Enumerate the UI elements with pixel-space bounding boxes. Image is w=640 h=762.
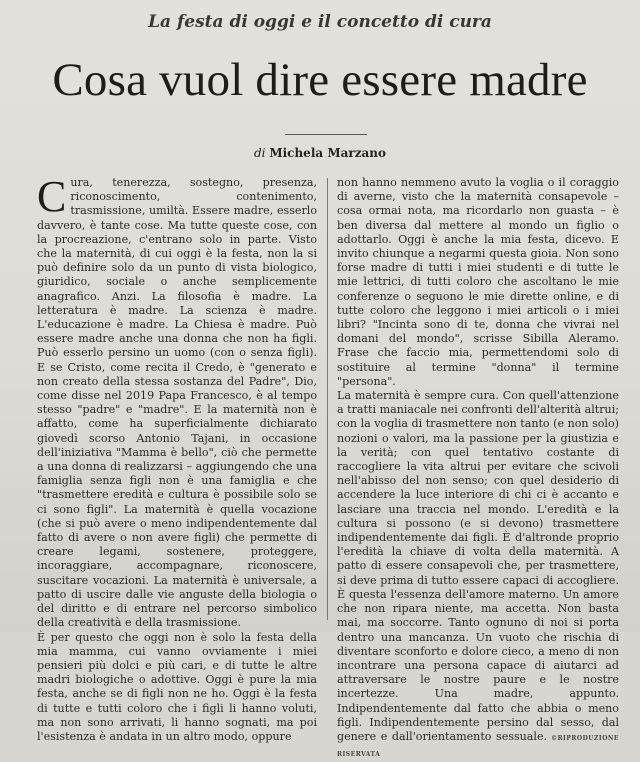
headline: Cosa vuol dire essere madre [52, 54, 588, 106]
byline-author: Michela Marzano [269, 146, 387, 160]
paragraph-text: La maternità è sempre cura. Con quell'attenzione a tratti maniacale nei confronti dell'alterità altrui; con la voglia di trasmettere non tanto (e non solo) nozioni o valori, ma la passione per la giustizia e la verità; con quel tentativo costante di raccogliere la vita altrui per evitare che scivoli nell'abisso del non senso; con quel desiderio di accendere la luce interiore di chi ci è accanto e lasciare una traccia nel mondo. L'eredità e la cultura si possono (e si devono) trasmettere indipendentemente dai figli. È d'altronde proprio l'eredità la chiave di volta della maternità. A patto di essere consapevoli che, per trasmettere, si deve prima di tutto essere capaci di accogliere. È questa l'essenza dell'amore materno. Un amore che non ripara niente, ma accetta. Non basta mai, ma soccorre. Tanto ognuno di noi si porta dentro una mancanza. Un vuoto che rischia di diventare sconforto e dolore cieco, a meno di non incontrare una persona capace di aiutarci ad attraversare le nostre paure e le nostre incertezze. Una madre, appunto. Indipendentemente dal fatto che abbia o meno figli. Indipendentemente persino dal sesso, dal genere e dall'orientamento sessuale. [337, 389, 619, 743]
article-paragraph [37, 172, 317, 631]
byline-prefix: di [253, 146, 266, 160]
article-paragraph: non hanno nemmeno avuto la voglia o il coraggio di averne, visto che la maternità consapevole – cosa ormai nota, ma ricordarlo non guasta – è ben diversa dal mettere al mondo un figlio o adottarlo. Oggi è anche la mia festa, dicevo. E invito chiunque a negarmi questa gioia. Non sono forse madre di tutti i miei studenti e di tutte le mie lettrici, di tutti coloro che ascoltano le mie conferenze o seguono le mie dirette online, e di tutte coloro che leggono i miei articoli o i miei libri? "Incinta sono di te, donna che vivrai nel domani del mondo", scrisse Sibilla Aleramo. Frase che faccio mia, permettendomi solo di sostituire al termine "donna" il termine "persona". [337, 176, 619, 388]
paragraph-text: ura, tenerezza, sostegno, presenza, riconoscimento, contenimento, trasmissione, umiltà. Essere madre, esserlo davvero, è tante cose. Ma tutte queste cose, con la procreazione, c'entrano solo in parte. Visto che la maternità, di cui oggi è la festa, non la si può definire solo da un punto di vista biologico, giuridico, sociale o anche semplicemente anagrafico. Anzi. La filosofia è madre. La letteratura è madre. La scienza è madre. L'educazione è madre. La Chiesa è madre. Può essere madre anche una donna che non ha figli. Può esserlo persino un uomo (con o senza figli). E se Cristo, come recita il Credo, è "generato e non creato della stessa sostanza del Padre", Dio, come disse nel 2019 Papa Francesco, è al tempo stesso "padre" e "madre". E la maternità non è affatto, come ha superficialmente dichiarato giovedì scorso Antonio Tajani, in occasione dell'iniziativa "Mamma è bello", ciò che permette a una donna di realizzarsi – aggiungendo che una famiglia senza figli non è una famiglia e che "trasmettere eredità e cultura è possibile solo se ci sono figli". La maternità è quella vocazione (che si può avere o meno indipendentemente dal fatto di avere o non avere figli) che permette di creare legami, sostenere, proteggere, incoraggiare, accompagnare, riconoscere, suscitare vocazioni. La maternità è universale, a patto di uscire dalle vie anguste della biologia o del diritto e di entrare nel percorso simbolico della creatività e della trasmissione. [37, 176, 317, 630]
title-divider [285, 134, 367, 135]
byline [0, 146, 640, 160]
article-column-right [337, 176, 619, 759]
article-paragraph [337, 389, 619, 762]
article-paragraph: È per questo che oggi non è solo la festa della mia mamma, cui vanno ovviamente i miei pensieri più dolci e più cari, e di tutte le altre madri biologiche o adottive. Oggi è pure la mia festa, anche se di figli non ne ho. Oggi è la festa di tutte e tutti coloro che i figli li hanno voluti, ma non sono arrivati, li hanno sognati, ma poi l'esistenza è andata in un altro modo, oppure [37, 630, 317, 743]
article-column-left [37, 172, 317, 743]
drop-cap: C [37, 172, 67, 221]
column-divider [327, 178, 328, 620]
kicker: La festa di oggi e il concetto di cura [148, 12, 492, 32]
copyright-note: ©RIPRODUZIONE RISERVATA [337, 734, 619, 759]
